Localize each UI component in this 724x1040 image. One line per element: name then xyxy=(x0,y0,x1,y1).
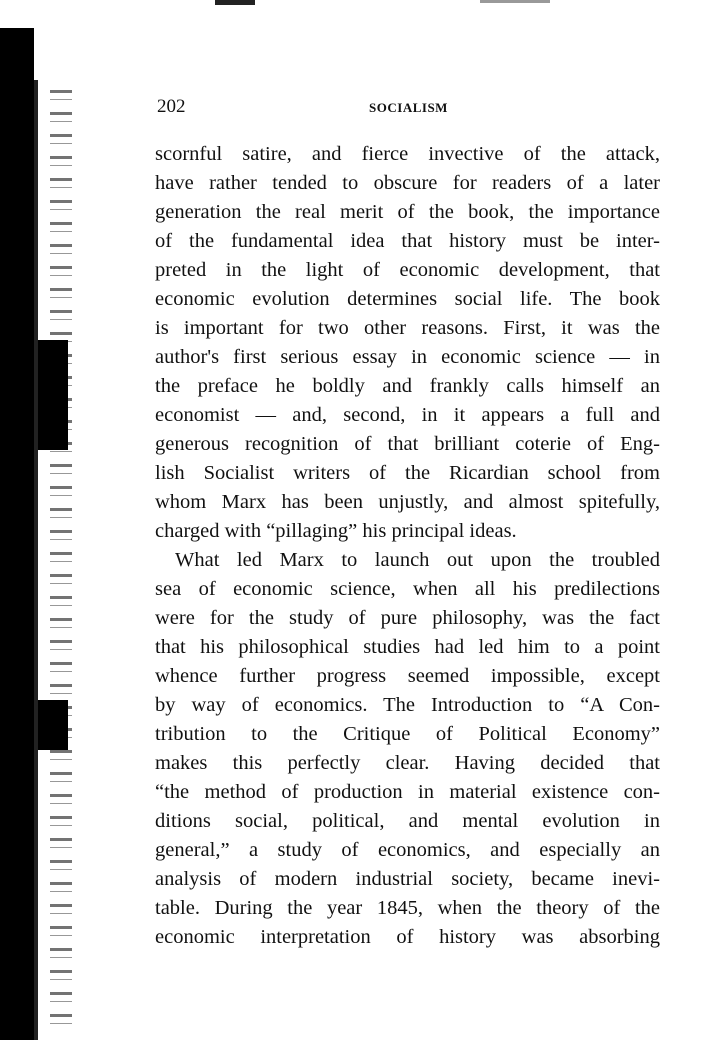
text-line: that his philosophical studies had led him to a point xyxy=(155,636,660,658)
scan-artifact xyxy=(480,0,550,3)
text-line: whom Marx has been unjustly, and almost spitefully, xyxy=(155,491,660,513)
text-line: generation the real merit of the book, the importance xyxy=(155,201,660,223)
page-number: 202 xyxy=(157,96,186,117)
scan-dark-edge xyxy=(0,28,34,1040)
text-line: What led Marx to launch out upon the troubled xyxy=(175,549,660,571)
text-line: general,” a study of economics, and especially an xyxy=(155,839,660,861)
text-line: tribution to the Critique of Political Economy” xyxy=(155,723,660,745)
scan-artifact xyxy=(38,700,68,750)
text-line: sea of economic science, when all his predilections xyxy=(155,578,660,600)
text-line: economic evolution determines social life. The book xyxy=(155,288,660,310)
page-body xyxy=(155,140,660,952)
text-line: author's first serious essay in economic science — in xyxy=(155,346,660,368)
scan-artifact xyxy=(215,0,255,5)
scan-artifact xyxy=(38,340,68,450)
text-line: ditions social, political, and mental evolution in xyxy=(155,810,660,832)
text-line: have rather tended to obscure for readers of a later xyxy=(155,172,660,194)
text-line: economic interpretation of history was absorbing xyxy=(155,926,660,948)
text-line: makes this perfectly clear. Having decided that xyxy=(155,752,660,774)
text-line: whence further progress seemed impossible, except xyxy=(155,665,660,687)
text-line: table. During the year 1845, when the theory of the xyxy=(155,897,660,919)
text-line: economist — and, second, in it appears a full and xyxy=(155,404,660,426)
text-line: preted in the light of economic development, that xyxy=(155,259,660,281)
text-line: is important for two other reasons. First, it was the xyxy=(155,317,660,339)
running-title: SOCIALISM xyxy=(369,100,448,115)
text-line: were for the study of pure philosophy, was the fact xyxy=(155,607,660,629)
page-header xyxy=(157,96,660,120)
page-gutter-shadow xyxy=(50,90,72,1030)
text-line: scornful satire, and fierce invective of the attack, xyxy=(155,143,660,165)
text-line: “the method of production in material existence con- xyxy=(155,781,660,803)
text-line: by way of economics. The Introduction to “A Con- xyxy=(155,694,660,716)
text-line: lish Socialist writers of the Ricardian school from xyxy=(155,462,660,484)
text-line: the preface he boldly and frankly calls himself an xyxy=(155,375,660,397)
text-line: analysis of modern industrial society, became inevi- xyxy=(155,868,660,890)
text-line: of the fundamental idea that history must be inter- xyxy=(155,230,660,252)
text-line: charged with “pillaging” his principal ideas. xyxy=(155,520,517,542)
text-line: generous recognition of that brilliant coterie of Eng- xyxy=(155,433,660,455)
scan-dark-edge xyxy=(34,80,38,1040)
